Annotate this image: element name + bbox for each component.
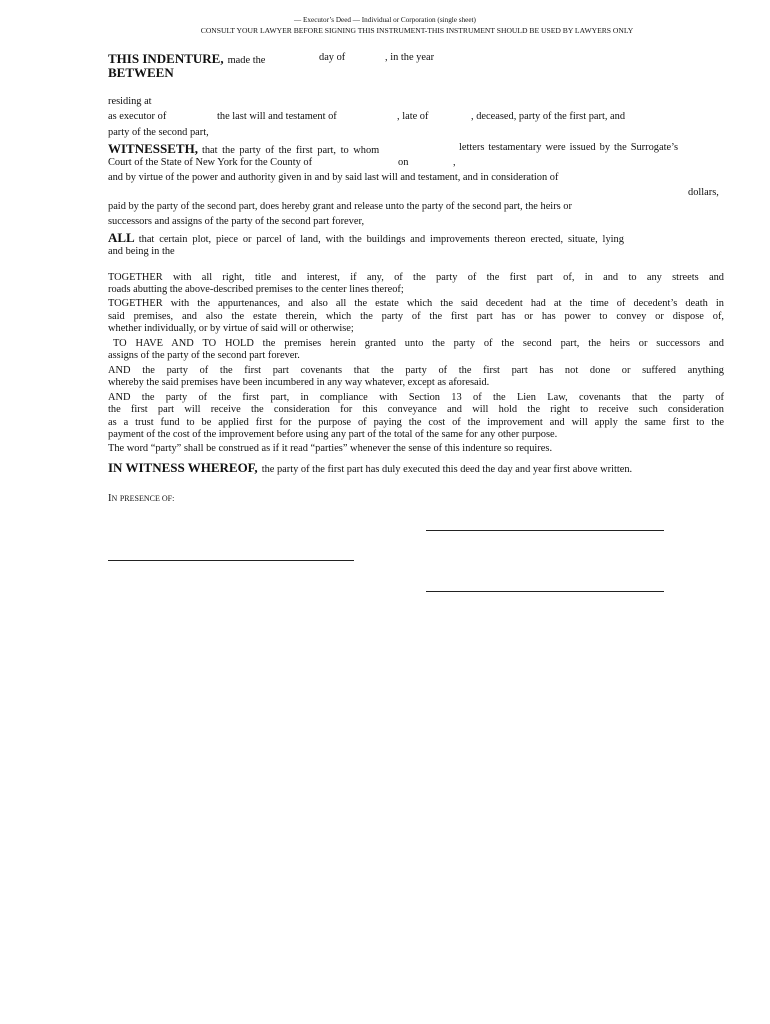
all-text-1: that certain plot, piece or parcel of land, with the buildings and improvements thereon erected, situate, lying — [138, 234, 624, 245]
as-executor-label: as executor of — [108, 111, 167, 122]
together-1-line-1: TOGETHER with all right, title and interest, if any, of the party of the first part of, in and to any streets and — [108, 272, 724, 283]
in-presence-of-label — [108, 493, 174, 504]
court-label: Court of the State of New York for the County of — [108, 157, 313, 168]
lien-line-3: as a trust fund to be applied first for the purpose of paying the cost of the improvement and will apply the same first to the — [108, 417, 724, 428]
witness-lead: IN WITNESS WHEREOF, — [108, 460, 258, 475]
deceased-label: , deceased, party of the first part, and — [471, 111, 626, 122]
made-the-label: made the — [227, 55, 266, 66]
word-party-text: The word “party” shall be construed as if it read “parties” whenever the sense of this indenture so requires. — [108, 443, 553, 454]
lien-line-1: AND the party of the first part, in compliance with Section 13 of the Lien Law, covenants that the party of — [108, 392, 724, 403]
witness-line — [108, 459, 632, 477]
covenants-line-2: whereby the said premises have been incumbered in any way whatever, except as aforesaid. — [108, 377, 490, 388]
lien-line-2: the first part will receive the consideration for this conveyance and will hold the right to receive such consideration — [108, 404, 724, 415]
between-heading: BETWEEN — [108, 65, 174, 80]
dollars-label: dollars, — [688, 187, 719, 198]
late-of-label: , late of — [397, 111, 429, 122]
together-2-line-3: whether individually, or by virtue of said will or otherwise; — [108, 323, 354, 334]
presence-cap-n: N — [111, 494, 118, 503]
party-second-label: party of the second part, — [108, 127, 209, 138]
witness-text: the party of the first part has duly executed this deed the day and year first above written. — [261, 464, 633, 475]
on-comma: , — [453, 157, 456, 168]
together-2-line-1: TOGETHER with the appurtenances, and also all the estate which the said decedent had at the time of decedent’s death in — [108, 298, 724, 309]
presence-cap-i: I — [108, 493, 112, 504]
witnesseth-line — [108, 140, 379, 158]
together-1-line-2: roads abutting the above-described premises to the center lines thereof; — [108, 284, 404, 295]
paid-text-2: successors and assigns of the party of the second part forever, — [108, 216, 365, 227]
lawyer-warning: CONSULT YOUR LAWYER BEFORE SIGNING THIS INSTRUMENT-THIS INSTRUMENT SHOULD BE USED BY LAWYERS ONLY — [200, 26, 634, 35]
all-line — [108, 229, 724, 247]
day-of-label: day of — [319, 52, 346, 63]
on-label: on — [398, 157, 409, 168]
witness-signature-line[interactable] — [108, 560, 354, 561]
in-the-year-label: , in the year — [385, 52, 435, 63]
all-lead: ALL — [108, 230, 135, 245]
together-2-line-2: said premises, and also the estate therein, which the party of the first part has or has power to convey or dispose of, — [108, 311, 724, 322]
lien-line-4: payment of the cost of the improvement before using any part of the total of the same for any other purpose. — [108, 429, 558, 440]
witnesseth-lead: WITNESSETH, — [108, 141, 198, 156]
indenture-lead: THIS INDENTURE, — [108, 51, 224, 66]
tohave-line-1: TO HAVE AND TO HOLD the premises herein granted unto the party of the second part, the heirs or successors and — [113, 338, 724, 349]
paid-text-1: paid by the party of the second part, does hereby grant and release unto the party of the second part, the heirs or — [108, 201, 572, 212]
witnesseth-text-b: letters testamentary were issued by the Surrogate’s — [459, 142, 679, 153]
last-will-label: the last will and testament of — [217, 111, 337, 122]
all-text-2: and being in the — [108, 246, 175, 257]
signature-line-1[interactable] — [426, 530, 664, 531]
covenants-line-1: AND the party of the first part covenants that the party of the first part has not done or suffered anything — [108, 365, 724, 376]
virtue-text: and by virtue of the power and authority given in and by said last will and testament, and in consideration of — [108, 172, 559, 183]
tohave-line-2: assigns of the party of the second part forever. — [108, 350, 300, 361]
residing-at-label: residing at — [108, 96, 152, 107]
presence-rest: PRESENCE OF: — [119, 494, 175, 503]
witnesseth-text-a: that the party of the first part, to whom — [201, 145, 380, 156]
signature-line-2[interactable] — [426, 591, 664, 592]
form-title: — Executor’s Deed — Individual or Corporation (single sheet) — [294, 16, 476, 24]
